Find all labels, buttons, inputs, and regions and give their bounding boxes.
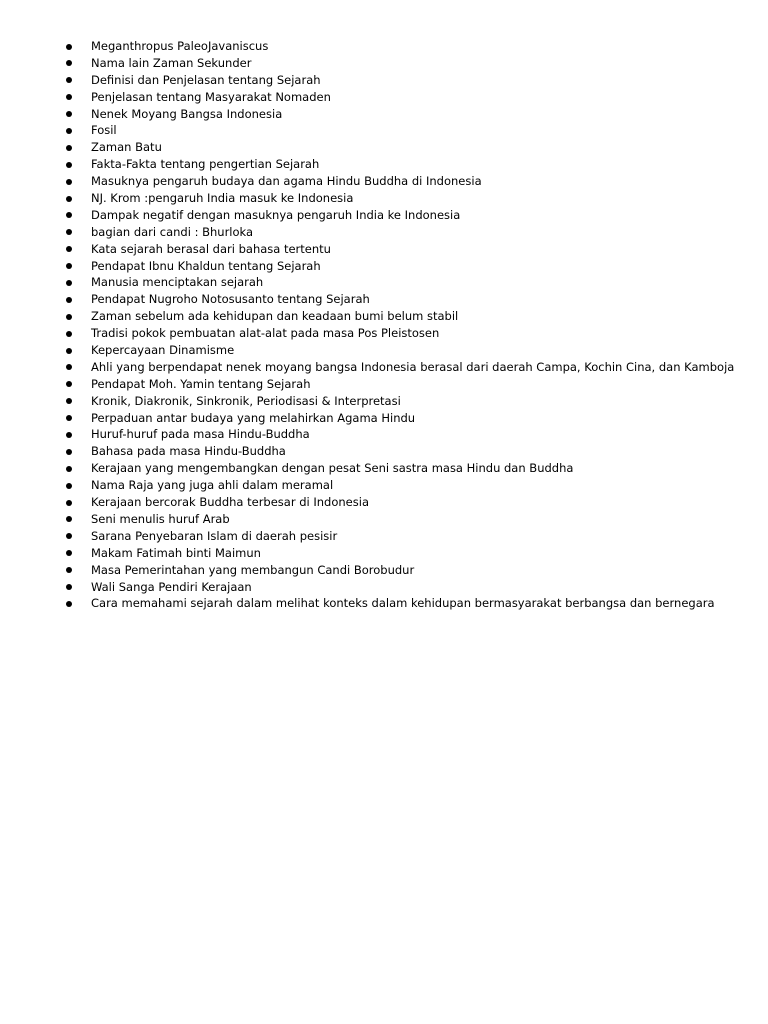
list-item — [0, 426, 768, 443]
bullet-icon — [66, 128, 72, 134]
bullet-icon — [66, 94, 72, 100]
list-item — [0, 207, 768, 224]
list-item-text: Meganthropus PaleoJavaniscus — [91, 39, 269, 53]
bullet-icon — [66, 567, 72, 573]
list-item — [0, 224, 768, 241]
list-item-text: Fosil — [91, 123, 117, 138]
list-item — [0, 291, 768, 308]
list-item-text: Nenek Moyang Bangsa Indonesia — [91, 106, 283, 121]
list-item — [0, 359, 768, 376]
list-item-text: Cara memahami sejarah dalam melihat konteks dalam kehidupan bermasyarakat berbangsa dan bernegara — [91, 596, 715, 611]
list-item-text: Kata sejarah berasal dari bahasa tertentu — [91, 241, 331, 256]
bullet-icon — [66, 280, 72, 286]
bullet-icon — [66, 44, 72, 50]
bullet-icon — [66, 314, 72, 320]
bullet-icon — [66, 179, 72, 185]
bullet-icon — [66, 297, 72, 303]
list-item-text: Pendapat Nugroho Notosusanto tentang Sejarah — [91, 292, 370, 307]
list-item-text: Seni menulis huruf Arab — [91, 511, 230, 526]
bullet-icon — [66, 432, 72, 438]
list-item — [0, 308, 768, 325]
bullet-icon — [66, 145, 72, 151]
list-item — [0, 545, 768, 562]
bullet-icon — [66, 212, 72, 218]
list-item — [0, 274, 768, 291]
list-item-text: Wali Sanga Pendiri Kerajaan — [91, 579, 252, 594]
bullet-icon — [66, 415, 72, 421]
bullet-icon — [66, 348, 72, 354]
bullet-icon — [66, 263, 72, 269]
list-item — [0, 579, 768, 596]
list-item-text: Manusia menciptakan sejarah — [91, 275, 264, 290]
list-item — [0, 139, 768, 156]
list-item-text: Nama Raja yang juga ahli dalam meramal — [91, 478, 334, 493]
list-item-text: Sarana Penyebaran Islam di daerah pesisir — [91, 528, 338, 543]
list-item — [0, 55, 768, 72]
list-item-text: bagian dari candi : Bhurloka — [91, 224, 254, 239]
list-item-text: Makam Fatimah binti Maimun — [91, 545, 261, 560]
list-item-text: Masa Pemerintahan yang membangun Candi Borobudur — [91, 562, 415, 577]
list-item — [0, 460, 768, 477]
list-item-text: Huruf-huruf pada masa Hindu-Buddha — [91, 427, 310, 442]
list-item-text: Kerajaan yang mengembangkan dengan pesat Seni sastra masa Hindu dan Buddha — [91, 461, 574, 476]
list-item-text: Pendapat Moh. Yamin tentang Sejarah — [91, 376, 311, 391]
bullet-icon — [66, 601, 72, 607]
list-item — [0, 562, 768, 579]
list-item-text: Definisi dan Penjelasan tentang Sejarah — [91, 72, 321, 87]
list-item-text: NJ. Krom :pengaruh India masuk ke Indonesia — [91, 191, 354, 206]
bullet-icon — [66, 466, 72, 472]
list-item-text: Ahli yang berpendapat nenek moyang bangsa Indonesia berasal dari daerah Campa, Kochin Cina, dan Kamboja — [91, 359, 735, 374]
list-item-text: Nama lain Zaman Sekunder — [91, 55, 252, 70]
list-item-text: Bahasa pada masa Hindu-Buddha — [91, 444, 286, 459]
bullet-icon — [66, 550, 72, 556]
list-item-text: Pendapat Ibnu Khaldun tentang Sejarah — [91, 258, 321, 273]
list-item — [0, 241, 768, 258]
list-item — [0, 190, 768, 207]
list-item — [0, 258, 768, 275]
list-item-text: Zaman sebelum ada kehidupan dan keadaan bumi belum stabil — [91, 309, 459, 324]
list-item-text: Zaman Batu — [91, 140, 162, 155]
list-item — [0, 494, 768, 511]
list-item — [0, 38, 768, 55]
list-item-text: Kerajaan bercorak Buddha terbesar di Indonesia — [91, 495, 369, 510]
list-item-text: Dampak negatif dengan masuknya pengaruh India ke Indonesia — [91, 207, 461, 222]
bullet-icon — [66, 449, 72, 455]
bullet-icon — [66, 162, 72, 168]
bullet-list — [0, 38, 768, 612]
list-item-text: Penjelasan tentang Masyarakat Nomaden — [91, 89, 331, 104]
list-item — [0, 595, 768, 612]
bullet-icon — [66, 196, 72, 202]
list-item-text: Fakta-Fakta tentang pengertian Sejarah — [91, 157, 320, 172]
bullet-icon — [66, 483, 72, 489]
list-item — [0, 477, 768, 494]
bullet-icon — [66, 398, 72, 404]
list-item — [0, 89, 768, 106]
bullet-icon — [66, 516, 72, 522]
list-item — [0, 511, 768, 528]
list-item — [0, 325, 768, 342]
bullet-icon — [66, 381, 72, 387]
list-item — [0, 342, 768, 359]
list-item-text: Kepercayaan Dinamisme — [91, 343, 235, 358]
list-item — [0, 173, 768, 190]
list-item — [0, 443, 768, 460]
bullet-icon — [66, 533, 72, 539]
bullet-icon — [66, 60, 72, 66]
bullet-icon — [66, 584, 72, 590]
bullet-icon — [66, 111, 72, 117]
list-item-text: Perpaduan antar budaya yang melahirkan Agama Hindu — [91, 410, 416, 425]
bullet-icon — [66, 331, 72, 337]
list-item-text: Masuknya pengaruh budaya dan agama Hindu Buddha di Indonesia — [91, 174, 482, 189]
list-item-text: Tradisi pokok pembuatan alat-alat pada masa Pos Pleistosen — [91, 326, 440, 341]
bullet-icon — [66, 77, 72, 83]
list-item — [0, 410, 768, 427]
bullet-icon — [66, 246, 72, 252]
bullet-icon — [66, 364, 72, 370]
list-item — [0, 122, 768, 139]
list-item — [0, 376, 768, 393]
bullet-icon — [66, 229, 72, 235]
list-item — [0, 156, 768, 173]
list-item — [0, 72, 768, 89]
list-item — [0, 528, 768, 545]
list-item — [0, 393, 768, 410]
list-item — [0, 106, 768, 123]
bullet-icon — [66, 500, 72, 506]
list-item-text: Kronik, Diakronik, Sinkronik, Periodisasi & Interpretasi — [91, 393, 401, 408]
